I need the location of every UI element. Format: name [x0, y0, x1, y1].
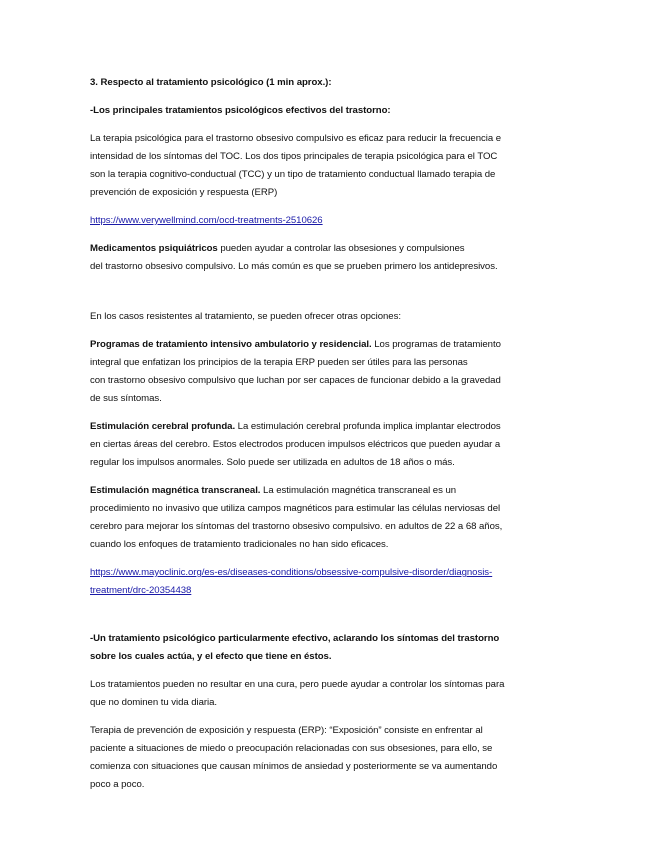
link-mayoclinic[interactable]: https://www.mayoclinic.org/es-es/diseases-conditions/obsessive-compulsive-disorder/diagnosis- treatment/drc-20354438: [90, 567, 493, 596]
paragraph-intensive-programs: Programas de tratamiento intensivo ambulatorio y residencial. Los programas de tratamiento integral que enfatizan los principios de la terapia ERP pueden ser útiles para las personas con trastorno obsesivo compulsivo que luchan por ser capaces de funcionar debido a la gravedad de sus síntomas.: [90, 339, 501, 404]
link-mayoclinic-para: [90, 564, 568, 600]
link-verywellmind-para: [90, 212, 568, 230]
section-heading: [90, 74, 568, 92]
subheading-main-treatments: -Los principales tratamientos psicológicos efectivos del trastorno:: [90, 105, 391, 116]
paragraph-deep-brain-stimulation: Estimulación cerebral profunda. La estimulación cerebral profunda implica implantar electrodos en ciertas áreas del cerebro. Estos electrodos producen impulsos eléctricos que pueden ayudar a regular los impulsos anormales. Solo puede ser utilizada en adultos de 18 años o más.: [90, 421, 501, 468]
section-title: Respecto al tratamiento psicológico (1 min aprox.):: [100, 77, 332, 88]
paragraph-psych-therapy: La terapia psicológica para el trastorno obsesivo compulsivo es eficaz para reducir la frecuencia e intensidad de los síntomas del TOC. Los dos tipos principales de terapia psicológica para el TOC son la terapia cognitivo-conductual (TCC) y un tipo de tratamiento conductual llamado terapia de prevención de exposición y respuesta (ERP): [90, 133, 502, 198]
paragraph-transcranial-stimulation: Estimulación magnética transcraneal. La estimulación magnética transcraneal es un procedimiento no invasivo que utiliza campos magnéticos para estimular las células nerviosas del cerebro para mejorar los síntomas del trastorno obsesivo compulsivo. en adultos de 22 a 68 años, cuando los enfoques de tratamiento tradicionales no han sido eficaces.: [90, 485, 503, 550]
paragraph-medications: Medicamentos psiquiátricos pueden ayudar a controlar las obsesiones y compulsiones del trastorno obsesivo compulsivo. Lo más común es que se prueben primero los antidepresivos.: [90, 243, 498, 272]
paragraph-treatment-outcome: Los tratamientos pueden no resultar en una cura, pero puede ayudar a controlar los síntomas para que no dominen tu vida diaria.: [90, 679, 505, 708]
link-verywellmind[interactable]: https://www.verywellmind.com/ocd-treatments-2510626: [90, 215, 323, 226]
subheading-effective-treatment: -Un tratamiento psicológico particularmente efectivo, aclarando los síntomas del trastorno sobre los cuales actúa, y el efecto que tiene en éstos.: [90, 633, 500, 662]
paragraph-resistant-cases: En los casos resistentes al tratamiento, se pueden ofrecer otras opciones:: [90, 311, 401, 322]
paragraph-erp-therapy: Terapia de prevención de exposición y respuesta (ERP): “Exposición” consiste en enfrentar al paciente a situaciones de miedo o preocupación relacionadas con sus obsesiones, para ello, se comienza con situaciones que causan mínimos de ansiedad y posteriormente se va aumentando poco a poco.: [90, 725, 498, 790]
document-content: [90, 74, 568, 804]
section-number: 3.: [90, 77, 98, 88]
